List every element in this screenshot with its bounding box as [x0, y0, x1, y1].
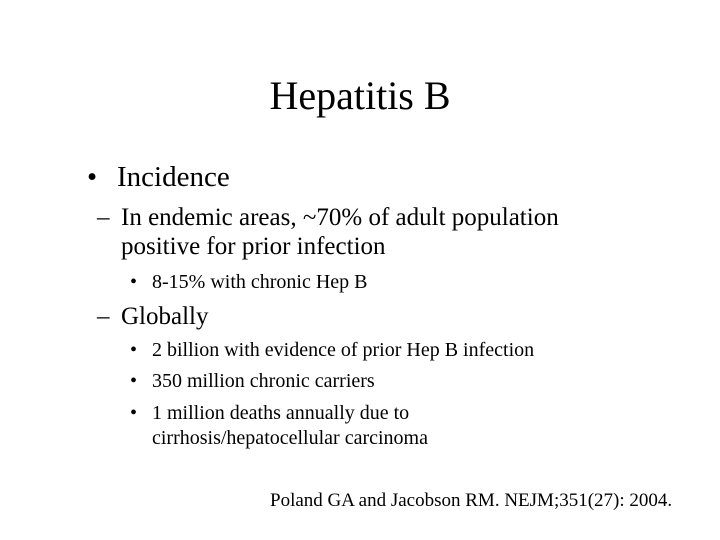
- dash-l2: –: [97, 303, 110, 330]
- bullet-l1: •: [87, 161, 98, 193]
- point-350-million: 350 million chronic carriers: [152, 370, 375, 392]
- sub-endemic-line1: In endemic areas, ~70% of adult population: [121, 204, 559, 231]
- bullet-l3: •: [130, 339, 138, 361]
- point-1-million-line1: 1 million deaths annually due to: [152, 402, 410, 424]
- sub-globally: Globally: [121, 303, 209, 330]
- bullet-l3: •: [130, 402, 138, 424]
- sub-endemic-line2: positive for prior infection: [121, 233, 386, 260]
- slide-title: Hepatitis B: [269, 73, 451, 118]
- point-2-billion: 2 billion with evidence of prior Hep B infection: [152, 339, 535, 361]
- bullet-l3: •: [130, 271, 138, 293]
- dash-l2: –: [97, 204, 110, 231]
- bullet-l3: •: [130, 370, 138, 392]
- point-chronic-percent: 8-15% with chronic Hep B: [152, 271, 368, 293]
- point-1-million-line2: cirrhosis/hepatocellular carcinoma: [152, 427, 428, 449]
- heading-incidence: Incidence: [117, 161, 230, 193]
- citation: Poland GA and Jacobson RM. NEJM;351(27): 2004.: [270, 490, 673, 511]
